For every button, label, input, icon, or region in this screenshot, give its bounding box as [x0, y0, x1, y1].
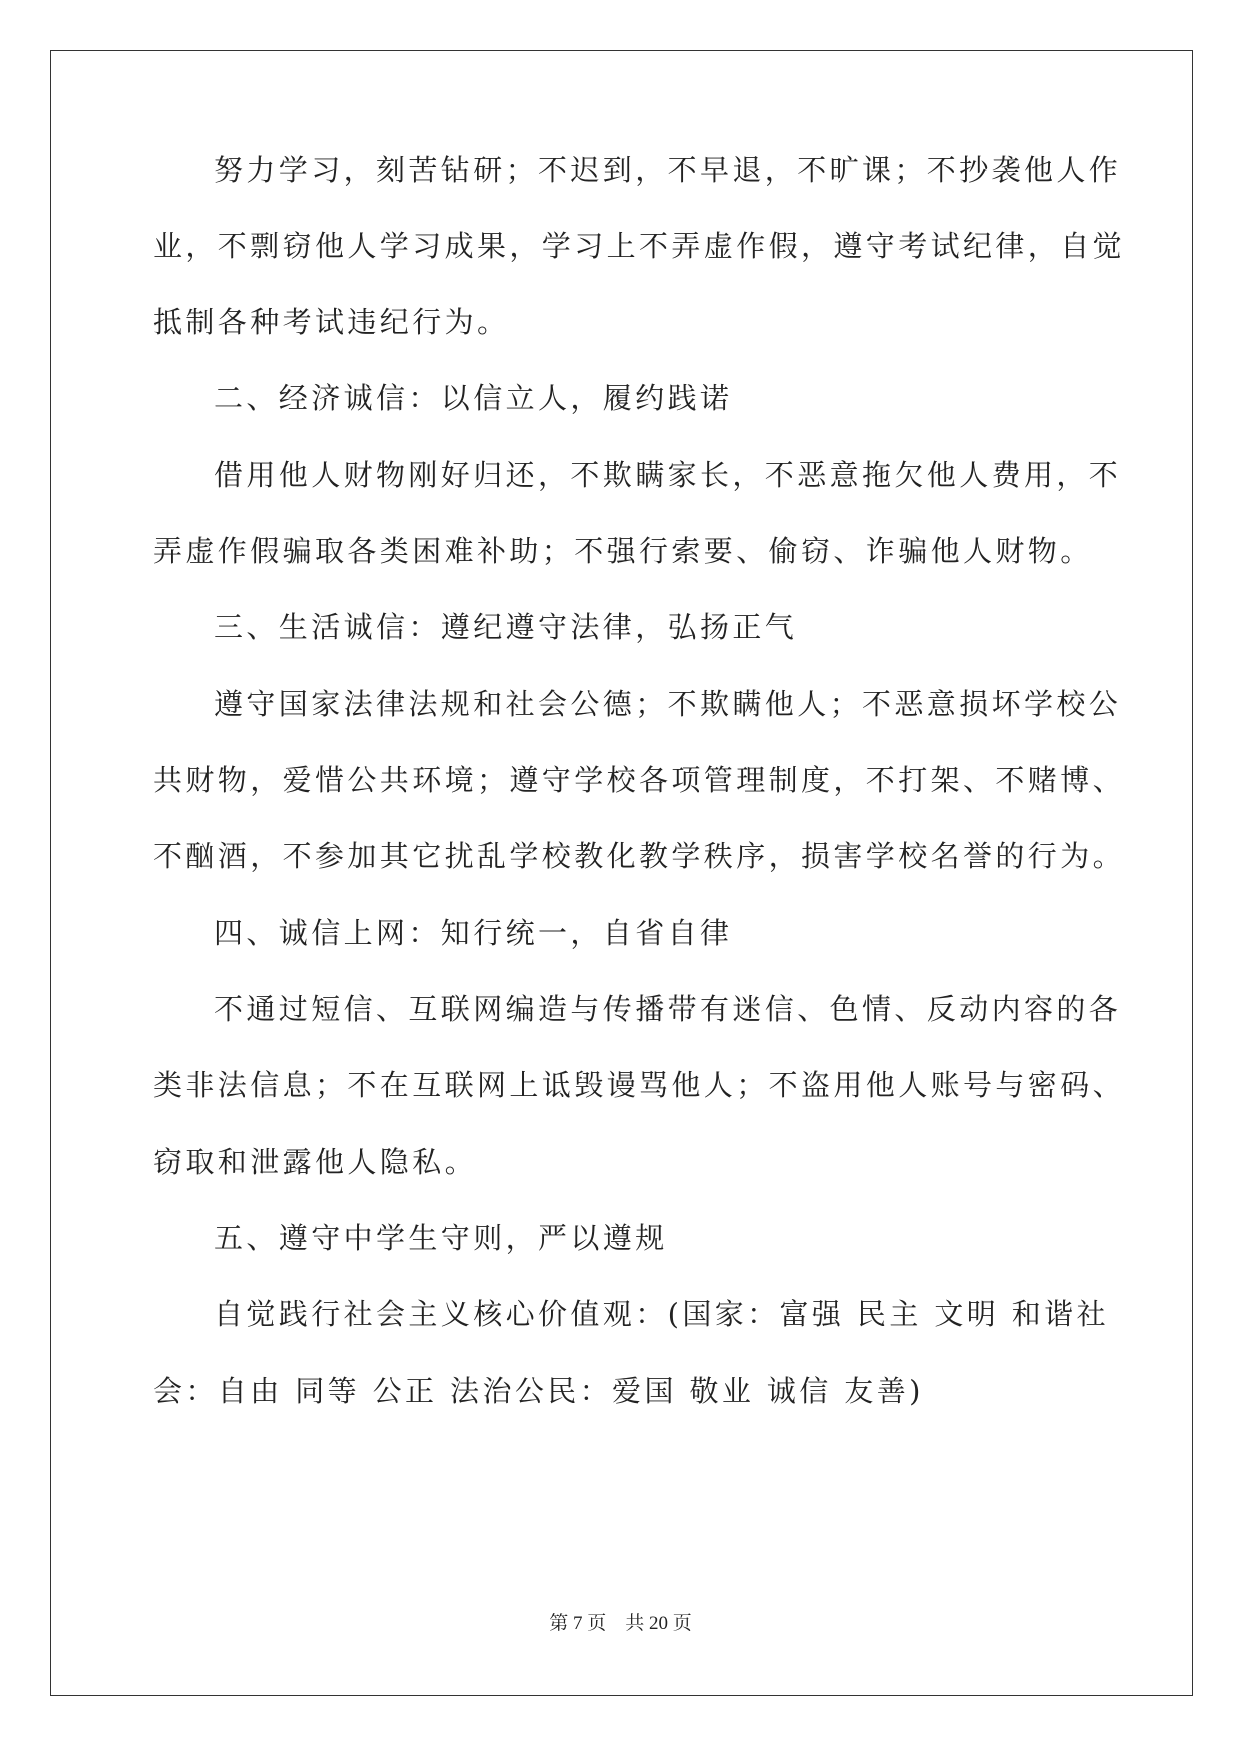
paragraph-line: 借用他人财物刚好归还，不欺瞒家长，不恶意拖欠他人费用，不 [214, 458, 1122, 492]
paragraph-line: 不酗酒，不参加其它扰乱学校教化教学秩序，损害学校名誉的行为。 [153, 839, 1126, 873]
paragraph-line: 会：自由 同等 公正 法治公民：爱国 敬业 诚信 友善) [153, 1374, 924, 1408]
paragraph-line: 共财物，爱惜公共环境；遵守学校各项管理制度，不打架、不赌博、 [153, 763, 1126, 797]
paragraph-line: 抵制各种考试违纪行为。 [153, 305, 510, 339]
paragraph-line: 不通过短信、互联网编造与传播带有迷信、色情、反动内容的各 [214, 992, 1122, 1026]
paragraph-line: 窃取和泄露他人隐私。 [153, 1145, 478, 1179]
paragraph-line: 自觉践行社会主义核心价值观：(国家：富强 民主 文明 和谐社 [214, 1297, 1109, 1331]
section-heading: 三、生活诚信：遵纪遵守法律，弘扬正气 [214, 610, 798, 644]
section-heading: 二、经济诚信：以信立人，履约践诺 [214, 381, 733, 415]
paragraph-line: 类非法信息；不在互联网上诋毁谩骂他人；不盗用他人账号与密码、 [153, 1068, 1126, 1102]
page-number: 第 7 页 共 20 页 [549, 1613, 692, 1634]
section-heading: 四、诚信上网：知行统一，自省自律 [214, 916, 733, 950]
paragraph-line: 业，不剽窃他人学习成果，学习上不弄虚作假，遵守考试纪律，自觉 [153, 229, 1126, 263]
page-footer [0, 1608, 1241, 1635]
paragraph-line: 弄虚作假骗取各类困难补助；不强行索要、偷窃、诈骗他人财物。 [153, 534, 1093, 568]
paragraph-line: 努力学习，刻苦钻研；不迟到，不早退，不旷课；不抄袭他人作 [214, 153, 1122, 187]
paragraph-line: 遵守国家法律法规和社会公德；不欺瞒他人；不恶意损坏学校公 [214, 687, 1122, 721]
section-heading: 五、遵守中学生守则，严以遵规 [214, 1221, 668, 1255]
